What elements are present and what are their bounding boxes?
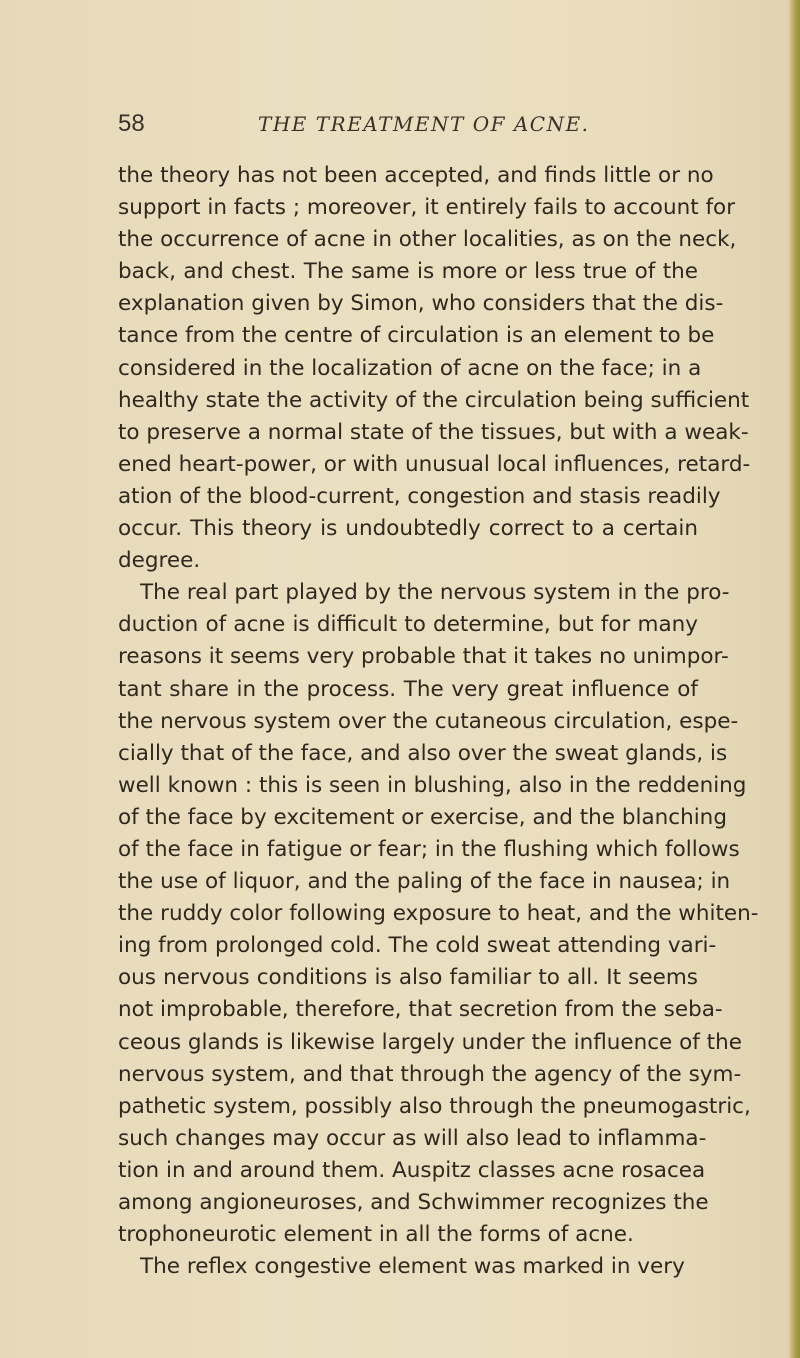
text-line: of the face by excitement or exercise, and the blanching [118,804,727,830]
page-edge [788,0,800,1358]
text-line: The real part played by the nervous system in the pro- [140,580,730,606]
text-line: ing from prolonged cold. The cold sweat attending vari- [118,933,717,959]
text-line: trophoneurotic element in all the forms of acne. [118,1222,634,1248]
page-header [118,110,678,144]
text-line: back, and chest. The same is more or less true of the [118,259,698,285]
text-line: ation of the blood-current, congestion and stasis readily [118,483,721,509]
running-title: THE TREATMENT OF ACNE. [258,112,590,136]
text-line: of the face in fatigue or fear; in the flushing which follows [118,836,740,862]
text-line: reasons it seems very probable that it takes no unimpor- [118,644,729,670]
text-line: among angioneuroses, and Schwimmer recognizes the [118,1190,709,1215]
text-line: tance from the centre of circulation is an element to be [118,323,715,349]
text-line: the theory has not been accepted, and finds little or no [118,163,714,188]
text-line: the occurrence of acne in other localities, as on the neck, [118,227,737,253]
text-line: ceous glands is likewise largely under the influence of the [118,1029,742,1055]
text-line: tant share in the process. The very great influence of [118,676,698,702]
text-line: considered in the localization of acne on the face; in a [118,355,702,381]
text-line: ened heart-power, or with unusual local influences, retard- [118,451,751,477]
text-line: occur. This theory is undoubtedly correct to a certain [118,516,698,542]
text-line: the ruddy color following exposure to heat, and the whiten- [118,901,759,927]
text-line: cially that of the face, and also over the sweat glands, is [118,740,728,766]
text-line: degree. [118,548,201,574]
text-line: duction of acne is difficult to determine, but for many [118,612,698,638]
text-line: healthy state the activity of the circulation being sufficient [118,387,750,413]
page-number: 58 [118,110,145,137]
text-line: support in facts ; moreover, it entirely fails to account for [118,195,736,221]
text-line: such changes may occur as will also lead to inflamma- [118,1125,707,1151]
text-line: to preserve a normal state of the tissues, but with a weak- [118,419,749,445]
text-line: well known : this is seen in blushing, also in the reddening [118,772,747,798]
text-line: ous nervous conditions is also familiar to all. It seems [118,965,698,991]
text-line: the nervous system over the cutaneous circulation, espe- [118,708,739,734]
text-line: pathetic system, possibly also through the pneumogastric, [118,1093,751,1119]
text-line: nervous system, and that through the agency of the sym- [118,1061,742,1087]
text-line: tion in and around them. Auspitz classes acne rosacea [118,1157,706,1183]
text-line: explanation given by Simon, who considers that the dis- [118,291,724,317]
text-line: the use of liquor, and the paling of the face in nausea; in [118,869,731,895]
text-line: not improbable, therefore, that secretion from the seba- [118,997,723,1023]
text-line: The reflex congestive element was marked in very [140,1254,685,1280]
body-text [118,160,759,1283]
